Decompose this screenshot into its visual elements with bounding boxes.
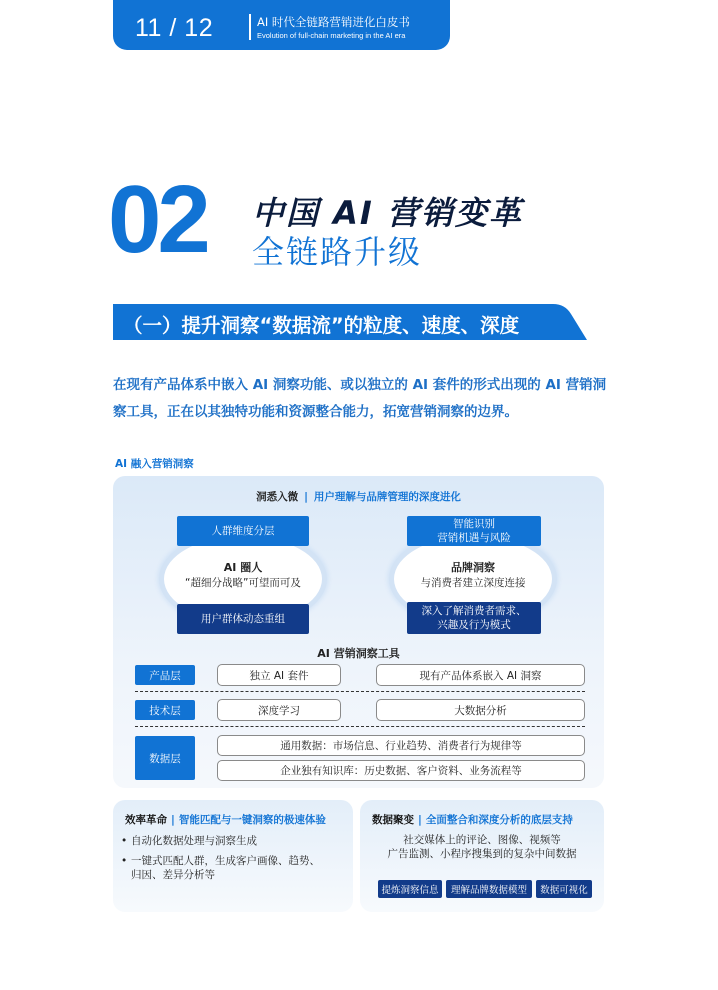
extract-insight-tag: 提炼洞察信息	[378, 880, 442, 898]
intro-paragraph: 在现有产品体系中嵌入 AI 洞察功能、或以独立的 AI 套件的形式出现的 AI 营销洞察工具，正在以其独特功能和资源整合能力，拓宽营销洞察的边界。	[113, 377, 607, 420]
efficiency-bullet-2: • 一键式匹配人群，生成客户画像、趋势、	[131, 854, 320, 869]
brand-insight-desc: 与消费者建立深度连接	[420, 577, 526, 589]
header-title-cn: AI 时代全链路营销进化白皮书	[257, 15, 410, 29]
diagram-header-key: 洞悉入微	[256, 491, 299, 503]
section-title-bar	[113, 304, 587, 340]
product-layer-tag: 产品层	[135, 665, 195, 685]
ai-targeting-title: AI 圈人	[223, 561, 263, 574]
smart-recognition-box	[407, 516, 541, 546]
data-layer-tag: 数据层	[135, 736, 195, 780]
ai-targeting-text	[159, 559, 327, 590]
ai-targeting-desc: “超细分战略”可望而可及	[185, 577, 301, 589]
layer-divider-2	[135, 726, 585, 727]
chapter-title: 中国 AI 营销变革	[252, 194, 523, 232]
tech-layer-tag: 技术层	[135, 700, 195, 720]
tech-cell-deep-learning: 深度学习	[217, 699, 341, 721]
efficiency-card-header	[125, 812, 326, 827]
efficiency-sub: 智能匹配与一键洞察的极速体验	[178, 814, 326, 826]
efficiency-separator: |	[171, 814, 175, 826]
diagram-header-sub: 用户理解与品牌管理的深度进化	[313, 491, 461, 503]
header-separator: |	[304, 491, 308, 503]
brand-insight-text	[389, 559, 557, 590]
data-fusion-key: 数据聚变	[372, 814, 414, 826]
product-cell-standalone: 独立 AI 套件	[217, 664, 341, 686]
smart-recognition-line2: 营销机遇与风险	[437, 532, 511, 544]
user-regrouping-box: 用户群体动态重组	[177, 604, 309, 634]
data-fusion-card	[360, 800, 604, 912]
data-cell-proprietary: 企业独有知识库：历史数据、客户资料、业务流程等	[217, 760, 585, 781]
tech-cell-big-data: 大数据分析	[376, 699, 585, 721]
brand-data-model-tag: 理解品牌数据模型	[446, 880, 532, 898]
data-fusion-card-header	[372, 812, 573, 827]
product-cell-embedded: 现有产品体系嵌入 AI 洞察	[376, 664, 585, 686]
chapter-subtitle: 全链路升级	[252, 233, 423, 271]
data-fusion-line-2: 广告监测、小程序搜集到的复杂中间数据	[387, 848, 577, 860]
chapter-number: 02	[108, 166, 207, 273]
consumer-understanding-line1: 深入了解消费者需求、	[421, 605, 527, 617]
efficiency-card	[113, 800, 353, 912]
data-fusion-line-1: 社交媒体上的评论、图像、视频等	[403, 834, 561, 846]
page-number: 11 / 12	[135, 14, 214, 42]
efficiency-bullet-2-cont: 归因、差异分析等	[131, 869, 215, 881]
header-divider	[249, 14, 251, 40]
brand-insight-title: 品牌洞察	[451, 561, 495, 574]
header-tab	[113, 0, 450, 50]
consumer-understanding-box	[407, 602, 541, 634]
section-title: （一）提升洞察“数据流”的粒度、速度、深度	[123, 314, 520, 337]
diagram-header	[113, 489, 604, 504]
insight-diagram-panel	[113, 476, 604, 788]
data-fusion-sub: 全面整合和深度分析的底层支持	[425, 814, 573, 826]
figure-caption: AI 融入营销洞察	[115, 458, 194, 470]
smart-recognition-line1: 智能识别	[453, 518, 495, 530]
efficiency-bullet-1: • 自动化数据处理与洞察生成	[131, 834, 257, 849]
audience-layering-box: 人群维度分层	[177, 516, 309, 546]
header-title-en: Evolution of full-chain marketing in the AI era	[257, 31, 406, 40]
efficiency-key: 效率革命	[125, 814, 167, 826]
data-fusion-separator: |	[418, 814, 422, 826]
tools-title: AI 营销洞察工具	[317, 647, 400, 660]
data-visualization-tag: 数据可视化	[536, 880, 592, 898]
data-cell-general: 通用数据：市场信息、行业趋势、消费者行为规律等	[217, 735, 585, 756]
consumer-understanding-line2: 兴趣及行为模式	[437, 619, 511, 631]
layer-divider-1	[135, 691, 585, 692]
